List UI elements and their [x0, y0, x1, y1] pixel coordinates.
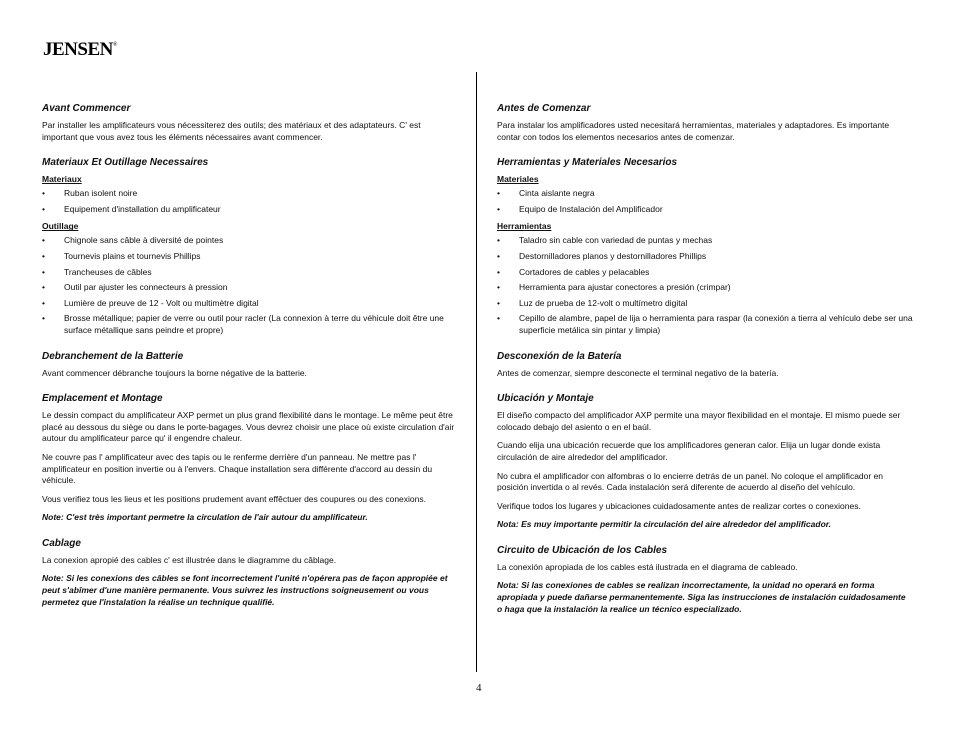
- paragraph: Verifique todos los lugares y ubicaciones cuidadosamente antes de realizar cortes o conexiones.: [497, 500, 861, 511]
- note: Note: C'est très important permetre la circulation de l'air autour du amplificateur.: [42, 512, 368, 523]
- section-emplacement-montage: [42, 393, 458, 524]
- section-circuito-cables: [497, 545, 913, 615]
- section-cablage: [42, 538, 458, 608]
- paragraph: La conexión apropiada de los cables está ilustrada en el diagrama de cableado.: [497, 561, 798, 572]
- paragraph: Vous verifiez tous les lieus et les positions prudement avant effêctuer des coupures ou des conexions.: [42, 493, 426, 504]
- subheading-materiaux: Materiaux: [42, 174, 82, 185]
- list-item: • Cepillo de alambre, papel de lija o herramienta para raspar (la conexión a tierra al vehículo debe ser una superficie metálica sin pintar y limpia): [497, 313, 913, 336]
- paragraph: Avant commencer débranche toujours la borne négative de la batterie.: [42, 367, 307, 378]
- section-materiaux-outillage: [42, 157, 458, 336]
- french-column: [42, 103, 458, 622]
- note: Nota: Si las conexiones de cables se realizan incorrectamente, la unidad no operará en forma apropiada y puede dañarse permanentemente. Siga las instrucciones de instalación cuidadosamente o haga que la instalación la realice un técnico especializado.: [497, 580, 906, 614]
- list-item: • Taladro sin cable con variedad de puntas y mechas: [497, 235, 913, 247]
- list-item: • Tournevis plains et tournevis Phillips: [42, 251, 458, 263]
- section-title: Cablage: [42, 537, 81, 549]
- list-item: • Outil par ajuster les connecteurs à pression: [42, 282, 458, 294]
- section-ubicacion-montaje: [497, 393, 913, 531]
- list-item: • Ruban isolent noire: [42, 188, 458, 200]
- list-item: • Luz de prueba de 12-volt o multímetro digital: [497, 298, 913, 310]
- section-title: Antes de Comenzar: [497, 103, 591, 114]
- list-item: • Destornilladores planos y destornilladores Phillips: [497, 251, 913, 263]
- page-number: 4: [476, 682, 482, 694]
- herramientas-list: [497, 235, 913, 336]
- subheading-outillage: Outillage: [42, 221, 79, 232]
- materiales-list: [497, 188, 913, 215]
- list-item: • Cortadores de cables y pelacables: [497, 267, 913, 279]
- logo-text: JENSEN: [43, 39, 113, 60]
- list-item: • Equipement d'installation du amplificateur: [42, 204, 458, 216]
- note: Note: Si les conexions des câbles se font incorrectement l'unité n'opérera pas de façon appropiée et peut s'abîmer d'une manière permanente. Vous suivrez les instructions soigneusement ou vous permetez que l'instalation la réalise un technique qualifié.: [42, 573, 448, 607]
- section-title: Materiaux Et Outillage Necessaires: [42, 157, 209, 169]
- paragraph: El diseño compacto del amplificador AXP permite una mayor flexibilidad en el montaje. El mismo puede ser colocado debajo del asiento o en el baúl.: [497, 410, 901, 432]
- paragraph: Cuando elija una ubicación recuerde que los amplificadores generan calor. Elija un lugar donde exista circulación de aire alrededor del amplificador.: [497, 440, 881, 462]
- registered-mark: ®: [112, 42, 117, 48]
- list-item: • Equipo de Instalación del Amplificador: [497, 204, 913, 216]
- section-avant-commencer: [42, 103, 458, 143]
- list-item: • Cinta aislante negra: [497, 188, 913, 200]
- section-antes-de-comenzar: [497, 103, 913, 143]
- section-title: Herramientas y Materiales Necesarios: [497, 157, 678, 169]
- list-item: • Trancheuses de câbles: [42, 267, 458, 279]
- paragraph: No cubra el amplificador con alfombras o lo encierre detrás de un panel. No coloque el amplificador en posición invertida o al revés. Cada instalación será diferente de acuerdo al diseño del vehículo.: [497, 470, 884, 493]
- paragraph: Le dessin compact du amplificateur AXP permet un plus grand flexibilité dans le montage. Le même peut être placé au dessous du siège ou dans le porte-bagages. Vous devrez choisir une place où existe circulation d'air autour du amplificateur parce qu' il engendre chaleur.: [42, 410, 455, 444]
- paragraph: Par installer les amplificateurs vous nécessiterez des outils; des matériaux et des adaptateurs. C' est important que vous avez tous les éléments nécessaires avant commencer.: [42, 120, 421, 142]
- subheading-herramientas: Herramientas: [497, 221, 552, 232]
- section-title: Debranchement de la Batterie: [42, 350, 184, 362]
- column-divider: [476, 72, 477, 672]
- materiaux-list: [42, 188, 458, 215]
- section-title: Desconexión de la Batería: [497, 350, 622, 362]
- paragraph: La conexion apropié des cables c' est illustrée dans le diagramme du câblage.: [42, 554, 337, 565]
- paragraph: Ne couvre pas l' amplificateur avec des tapis ou le renferme derrière d'un panneau. Ne mettre pas l' amplificateur en position invertie ou à l'envers. Chaque installation sera différente d'accord au dessin du véhicule.: [42, 451, 433, 486]
- list-item: • Chignole sans câble à diversité de pointes: [42, 235, 458, 247]
- list-item: • Brosse métallique; papier de verre ou outil pour racler (La connexion à terre du véhicule doit être une surface métallique sans peindre et propre): [42, 313, 458, 336]
- section-desconexion-bateria: [497, 351, 913, 380]
- paragraph: Antes de comenzar, siempre desconecte el terminal negativo de la batería.: [497, 367, 779, 378]
- list-item: • Herramienta para ajustar conectores a presión (crimpar): [497, 282, 913, 294]
- paragraph: Para instalar los amplificadores usted necesitará herramientas, materiales y adaptadores. Es importante contar con todos los elementos necesarios antes de comenzar.: [497, 120, 890, 142]
- section-herramientas-materiales: [497, 157, 913, 336]
- section-title: Ubicación y Montaje: [497, 393, 594, 405]
- section-title: Avant Commencer: [42, 103, 131, 114]
- section-debranchement-batterie: [42, 351, 458, 380]
- jensen-logo: [43, 39, 117, 61]
- section-title: Circuito de Ubicación de los Cables: [497, 544, 668, 556]
- subheading-materiales: Materiales: [497, 174, 539, 185]
- list-item: • Lumière de preuve de 12 - Volt ou multimètre digital: [42, 298, 458, 310]
- section-title: Emplacement et Montage: [42, 393, 163, 405]
- outillage-list: [42, 235, 458, 336]
- note: Nota: Es muy importante permitir la circulación del aire alrededor del amplificador.: [497, 519, 831, 530]
- spanish-column: [497, 103, 913, 629]
